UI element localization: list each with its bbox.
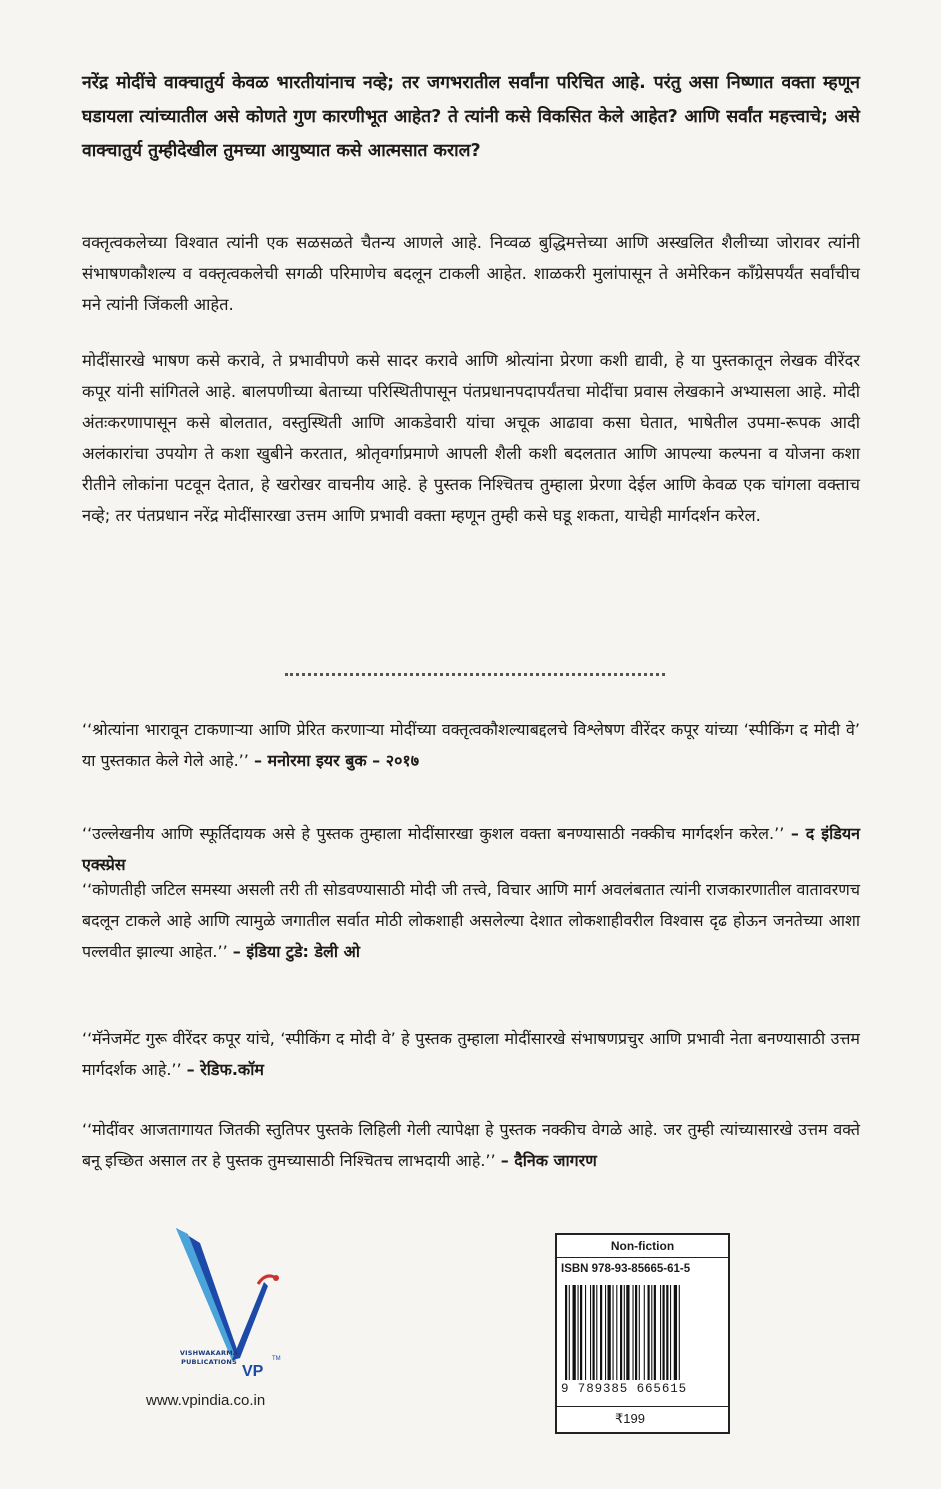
review-quote-1: [82, 714, 860, 776]
category-label: Non-fiction: [557, 1235, 728, 1258]
barcode-icon: [563, 1285, 723, 1382]
blurb-text: नरेंद्र मोदींचे वाक्चातुर्य केवळ भारतीयांनाच नव्हे; तर जगभरातील सर्वांना परिचित आहे. परंतु असा निष्णात वक्ता म्हणून घडायला त्यांच्यातील असे कोणते गुण कारणीभूत आहेत? ते त्यांनी कसे विकसित केले आहेत? आणि सर्वांत महत्त्वाचे; असे वाक्चातुर्य तुम्हीदेखील तुमच्या आयुष्यात कसे आत्मसात कराल?: [82, 73, 860, 161]
dotted-divider: [285, 673, 665, 676]
price-label: ₹199: [557, 1406, 728, 1430]
barcode-digits: 9 789385 665615: [561, 1382, 688, 1396]
svg-text:TM: TM: [272, 1356, 281, 1362]
quote-text: ‘‘मोदींवर आजतागायत जितकी स्तुतिपर पुस्तके लिहिली गेली त्यापेक्षा हे पुस्तक नक्कीच वेगळे आहे. जर तुम्ही त्यांच्यासारखे उत्तम वक्ते बनू इच्छित असाल तर हे पुस्तक तुमच्यासाठी निश्चितच लाभदायी आहे.’’: [82, 1120, 860, 1170]
isbn-label: ISBN 978-93-85665-61-5: [561, 1263, 691, 1275]
quote-text: ‘‘उल्लेखनीय आणि स्फूर्तिदायक असे हे पुस्तक तुम्हाला मोदींसारखा कुशल वक्ता बनण्यासाठी नक्कीच मार्गदर्शन करेल.’’: [82, 824, 785, 843]
review-quote-2: [82, 818, 860, 880]
barcode-box: [555, 1233, 730, 1434]
publisher-website: www.vpindia.co.in: [146, 1392, 266, 1409]
quote-source: – इंडिया टुडे: डेली ओ: [232, 942, 360, 961]
review-quote-4: [82, 1023, 860, 1085]
publisher-name: VISHWAKARMA PUBLICATIONS: [179, 1349, 239, 1366]
review-quote-5: [82, 1114, 860, 1176]
quote-source: – रेडिफ.कॉम: [186, 1060, 264, 1079]
logo-mark: VP: [242, 1363, 264, 1378]
quote-text: ‘‘कोणतीही जटिल समस्या असली तरी ती सोडवण्यासाठी मोदी जी तत्त्वे, विचार आणि मार्ग अवलंबतात त्यांनी राजकारणातील वातावरणच बदलून टाकले आहे आणि त्यामुळे जगातील सर्वात मोठी लोकशाही असलेल्या देशात लोकशाहीवरील विश्वास दृढ होऊन जनतेच्या आशा पल्लवीत झाल्या आहेत.’’: [82, 880, 860, 961]
quote-source: – दैनिक जागरण: [500, 1151, 597, 1170]
description-paragraph-2: मोदींसारखे भाषण कसे करावे, ते प्रभावीपणे कसे सादर करावे आणि श्रोत्यांना प्रेरणा कशी द्यावी, हे या पुस्तकातून लेखक वीरेंदर कपूर यांनी सांगितले आहे. बालपणीच्या बेताच्या परिस्थितीपासून पंतप्रधानपदापर्यंतचा मोदींचा प्रवास लेखकाने अभ्यासला आहे. मोदी अंतःकरणापासून कसे बोलतात, वस्तुस्थिती आणि आकडेवारी यांचा अचूक आढावा कसा घेतात, भाषेतील उपमा-रूपक आदी अलंकारांचा उपयोग ते कशा खुबीने करतात, श्रोतृवर्गाप्रमाणे आपली शैली कशी बदलतात आणि आपल्या कल्पना व योजना कशा रीतीने लोकांना पटवून देतात, हे खरोखर वाचनीय आहे. हे पुस्तक निश्चितच तुम्हाला प्रेरणा देईल आणि केवळ एक चांगला वक्ताच नव्हे; तर पंतप्रधान नरेंद्र मोदींसारखा उत्तम आणि प्रभावी वक्ता म्हणून तुम्ही कसे घडू शकता, याचेही मार्गदर्शन करेल.: [82, 351, 860, 525]
review-quote-3: [82, 874, 860, 967]
description-paragraph-1: वक्तृत्वकलेच्या विश्वात त्यांनी एक सळसळते चैतन्य आणले आहे. निव्वळ बुद्धिमत्तेच्या आणि अस्खलित शैलीच्या जोरावर त्यांनी संभाषणकौशल्य व वक्तृत्वकलेची सगळी परिमाणेच बदलून टाकली आहेत. शाळकरी मुलांपासून ते अमेरिकन काँग्रेसपर्यंत सर्वांचीच मने त्यांनी जिंकली आहेत.: [82, 233, 860, 314]
quote-text: ‘‘मॅनेजमेंट गुरू वीरेंदर कपूर यांचे, ‘स्पीकिंग द मोदी वे’ हे पुस्तक तुम्हाला मोदींसारखे संभाषणप्रचुर आणि प्रभावी नेता बनण्यासाठी उत्तम मार्गदर्शक आहे.’’: [82, 1029, 860, 1079]
quote-source: – मनोरमा इयर बुक – २०१७: [253, 751, 420, 770]
quote-source: – द इंडियन एक्स्प्रेस: [82, 824, 861, 874]
quote-text: ‘‘श्रोत्यांना भारावून टाकणाऱ्या आणि प्रेरित करणाऱ्या मोदींच्या वक्तृत्वकौशल्याबद्दलचे विश्लेषण वीरेंदर कपूर यांच्या ‘स्पीकिंग द मोदी वे’ या पुस्तकात केले गेले आहे.’’: [82, 720, 860, 770]
